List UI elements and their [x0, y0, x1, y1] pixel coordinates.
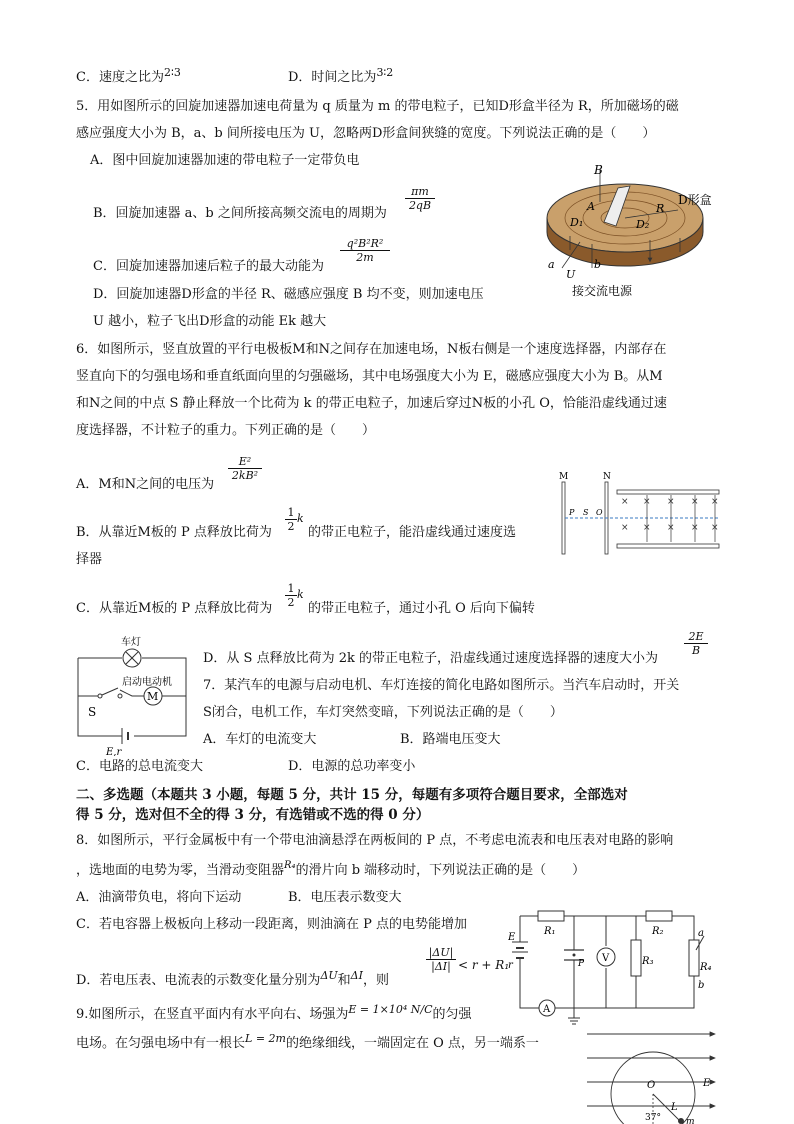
svg-text:×: ×	[711, 523, 719, 533]
voltmeter-icon	[597, 948, 615, 966]
oil-drop-circuit-figure	[508, 906, 718, 1026]
motor-icon	[144, 687, 162, 705]
section2-title-line1: 二、多选题（本题共 3 小题，每题 5 分，共计 15 分，每题有多项符合题目要求，全部选对	[76, 787, 628, 803]
svg-text:×: ×	[621, 497, 629, 507]
label-o: O	[647, 1080, 656, 1091]
label-l: L	[671, 1102, 678, 1113]
svg-text:×: ×	[667, 523, 675, 533]
svg-text:×: ×	[691, 497, 699, 507]
q6-stem-line3: 和N之间的中点 S 静止释放一个比荷为 k 的带正电粒子，加速后穿过N板的小孔 O，恰能沿虚线通过速	[76, 396, 667, 411]
resistor-r1	[538, 911, 564, 921]
q8-option-c: C．若电容器上极板向上移动一段距离，则油滴在 P 点的电势能增加	[76, 917, 467, 932]
label-d1: D₁	[570, 216, 584, 229]
section2-title-line2: 得 5 分，选对但不全的得 3 分，有选错或不选的得 0 分）	[76, 807, 430, 823]
q6-option-a-fraction: $\frac{\text{E²}}{\text{2kB²}}$	[228, 455, 262, 482]
label-r-internal: r	[508, 960, 513, 971]
q4-option-c-value: 2∶3	[163, 66, 181, 79]
q6-option-b-line1: B．从靠近M板的 P 点释放比荷为	[76, 525, 272, 540]
svg-text:×: ×	[643, 523, 651, 533]
q5-option-c: C．回旋加速器加速后粒子的最大动能为	[93, 259, 324, 274]
q6-stem-line2: 竖直向下的匀强电场和垂直纸面向里的匀强磁场，其中电场强度大小为 E，磁感应强度大小为 B。从M	[76, 369, 663, 384]
q8-option-d: D．若电压表、电流表的示数变化量分别为$^{\Delta U}$和$^{\Delta I}$，则	[76, 969, 389, 988]
label-m: m	[686, 1117, 695, 1124]
label-d-box: D形盒	[678, 193, 712, 207]
plate-m	[562, 482, 565, 554]
label-a: a	[698, 928, 704, 939]
label-a-point: A	[587, 200, 595, 213]
q4-option-d-value: 3∶2	[376, 66, 394, 79]
q8-option-a: A．油滴带负电，将向下运动	[76, 890, 242, 905]
velocity-selector-figure	[555, 470, 725, 560]
q6-option-b-tail: 的带正电粒子，能沿虚线通过速度选	[308, 525, 517, 540]
q6-option-b-line2: 择器	[76, 552, 103, 567]
resistor-r2	[646, 911, 672, 921]
q6-option-c-tail: 的带正电粒子，通过小孔 O 后向下偏转	[308, 601, 535, 616]
q5-option-a: A．图中回旋加速器加速的带电粒子一定带负电	[90, 153, 360, 168]
q6-option-c-line1: C．从靠近M板的 P 点释放比荷为	[76, 601, 273, 616]
label-p: P	[578, 959, 585, 969]
label-m: M	[559, 472, 569, 482]
q9-stem-line1: 9.如图所示，在竖直平面内有水平向右、场强为$^{E = 1\times 10^4 N/C}$的匀强	[76, 1003, 472, 1022]
battery-icon	[512, 942, 528, 958]
q6-stem-line4: 度选择器，不计粒子的重力。下列正确的是（ ）	[76, 423, 376, 438]
car-circuit-figure	[74, 632, 200, 756]
q9-stem-line2: 电场。在匀强电场中有一根长$^{L = 2m}$的绝缘细线，一端固定在 O 点，另一端系一	[76, 1032, 539, 1051]
switch-icon	[98, 688, 122, 698]
q7-option-a: A．车灯的电流变大	[203, 732, 317, 747]
label-s: S	[583, 508, 589, 517]
q6-option-d-fraction: $\frac{2E}{B}$	[684, 630, 708, 657]
q9-field-value: E = 1×10⁴ N/C	[348, 1003, 433, 1016]
label-d2: D₂	[636, 218, 650, 231]
svg-text:×: ×	[667, 497, 675, 507]
q6-option-a: A．M和N之间的电压为	[76, 477, 215, 492]
q8-option-d-fraction: $\frac{|\Delta U|}{|\Delta I|}$	[426, 946, 456, 973]
rheostat-r4	[689, 940, 699, 976]
label-switch: S	[88, 705, 97, 719]
label-n: N	[603, 472, 611, 482]
q8-option-d-rhs: < r + R₁	[458, 958, 510, 972]
label-e: E	[508, 932, 516, 943]
q8-stem-line2: ，选地面的电势为零，当滑动变阻器$^{R_4}$的滑片向 b 端移动时，下列说法正确的是（ ）	[76, 860, 586, 878]
ground-icon	[568, 1018, 580, 1024]
field-lines	[587, 1034, 715, 1106]
q5-option-c-fraction: $\frac{\text{q²B²R²}}{2m}$	[340, 237, 390, 264]
q6-option-d: D．从 S 点释放比荷为 2k 的带正电粒子，沿虚线通过速度选择器的速度大小为	[203, 651, 659, 666]
resistor-r3	[631, 940, 641, 976]
svg-text:V: V	[602, 953, 610, 964]
svg-text:×: ×	[643, 497, 651, 507]
q6-stem-line1: 6．如图所示，竖直放置的平行电极板M和N之间存在加速电场，N板右侧是一个速度选择器，内部存在	[76, 342, 667, 357]
q5-stem-line2: 感应强度大小为 B，a、b 间所接电压为 U，忽略两D形盒间狭缝的宽度。下列说法正确的是（ ）	[76, 126, 656, 141]
label-b-terminal: b	[594, 258, 602, 271]
ball	[678, 1118, 684, 1124]
q6-option-b-k: k	[297, 512, 304, 525]
svg-text:A: A	[543, 1004, 551, 1015]
label-lamp: 车灯	[121, 637, 141, 648]
q5-option-b: B．回旋加速器 a、b 之间所接高频交流电的周期为	[93, 206, 387, 221]
q7-stem-line2: S闭合，电机工作，车灯突然变暗，下列说法正确的是（ ）	[203, 705, 563, 720]
label-er: E,r	[106, 747, 122, 756]
ammeter-icon	[539, 1000, 555, 1016]
svg-text:×: ×	[621, 523, 629, 533]
label-b: b	[698, 980, 705, 991]
q7-option-b: B．路端电压变大	[400, 732, 501, 747]
label-r2: R₂	[652, 926, 664, 937]
label-motor: 启动电动机	[122, 677, 172, 688]
q7-stem-line1: 7．某汽车的电源与启动电机、车灯连接的简化电路如图所示。当汽车启动时，开关	[203, 678, 680, 693]
label-e: E	[703, 1078, 711, 1089]
magnetic-field-crosses	[621, 497, 719, 533]
label-u: U	[566, 268, 576, 281]
svg-text:×: ×	[691, 523, 699, 533]
q9-length-value: L = 2m	[245, 1032, 286, 1045]
q8-stem-line1: 8．如图所示，平行金属板中有一个带电油滴悬浮在两板间的 P 点，不考虑电流表和电压表对电路的影响	[76, 833, 674, 848]
label-b: B	[594, 163, 603, 177]
svg-text:M: M	[147, 690, 159, 703]
q8-option-b: B．电压表示数变大	[288, 890, 402, 905]
q4-option-c: C．速度之比为$^{2∶3}$	[76, 66, 181, 85]
selector-top-plate	[617, 490, 719, 494]
selector-bottom-plate	[617, 544, 719, 548]
q5-option-d-line1: D．回旋加速器D形盒的半径 R、磁感应强度 B 均不变，则加速电压	[93, 287, 484, 302]
q5-option-d-line2: U 越小，粒子飞出D形盒的动能 Ek 越大	[93, 314, 327, 329]
q5-option-b-fraction: $\frac{\pi m}{2qB}$	[405, 185, 435, 212]
q7-option-d: D．电源的总功率变小	[288, 759, 416, 774]
q6-option-c-k: k	[297, 588, 304, 601]
q8-r4-symbol: R₄	[284, 860, 296, 871]
q8-delta-u: ΔU	[320, 969, 338, 982]
label-angle: 37°	[645, 1113, 661, 1123]
pendulum-field-figure	[585, 1028, 725, 1124]
label-a: a	[548, 258, 555, 271]
q6-option-b-fraction: $\frac{1}{2}$	[285, 506, 297, 533]
label-p: P	[569, 508, 575, 517]
label-o: O	[596, 508, 603, 517]
label-r3: R₃	[642, 956, 654, 967]
label-r4: R₄	[700, 962, 712, 973]
label-r1: R₁	[544, 926, 556, 937]
q8-delta-i: ΔI	[350, 969, 363, 982]
svg-text:×: ×	[711, 497, 719, 507]
q6-option-c-fraction: $\frac{1}{2}$	[285, 582, 297, 609]
label-r: R	[656, 202, 665, 215]
q5-stem-line1: 5．用如图所示的回旋加速器加速电荷量为 q 质量为 m 的带电粒子，已知D形盒半径为 R，所加磁场的磁	[76, 99, 679, 114]
cyclotron-figure	[540, 160, 730, 300]
caption-ac-source: 接交流电源	[572, 284, 633, 298]
lamp-icon	[123, 649, 141, 667]
battery-icon	[122, 728, 128, 744]
q7-option-c: C．电路的总电流变大	[76, 759, 203, 774]
q4-option-d: D．时间之比为$^{3∶2}$	[288, 66, 394, 85]
